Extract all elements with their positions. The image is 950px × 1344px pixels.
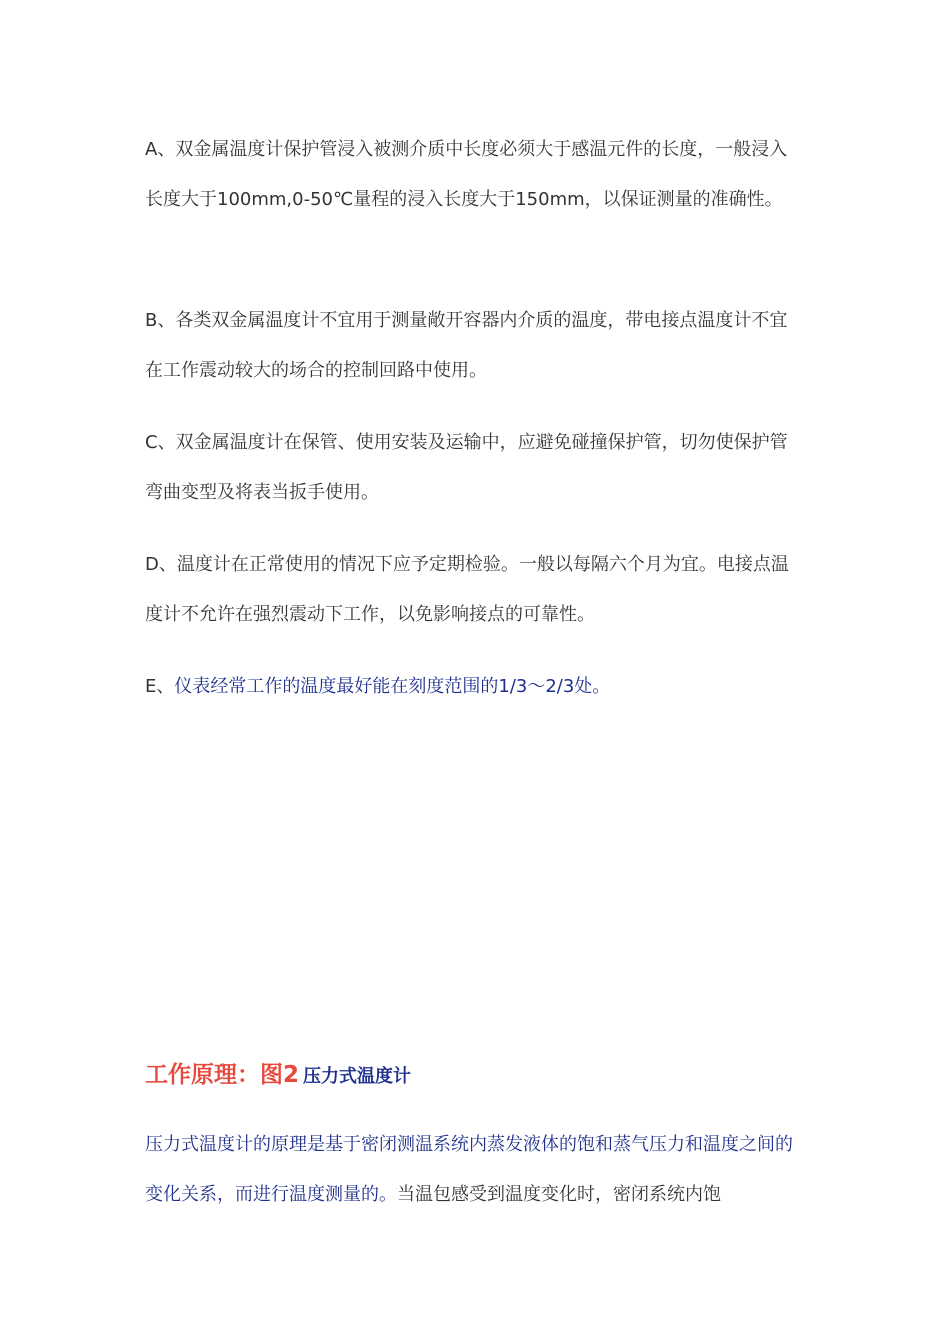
paragraph-e-text: 仪表经常工作的温度最好能在刻度范围的1/3～2/3处。 [174, 676, 611, 697]
paragraph-a: A、双金属温度计保护管浸入被测介质中长度必须大于感温元件的长度，一般浸入长度大于100mm,0-50℃量程的浸入长度大于150mm，以保证测量的准确性。 [145, 139, 788, 210]
section-body [145, 1120, 805, 1220]
paragraph-e [145, 662, 805, 712]
paragraph-c: C、双金属温度计在保管、使用安装及运输中，应避免碰撞保护管，切勿使保护管弯曲变型及将表当扳手使用。 [145, 432, 788, 503]
section-body-blue: 压力式温度计的原理是基于密闭测温系统内蒸发液体的饱和蒸气压力和温度之间的变化关系，而进行温度测量的。 [145, 1134, 793, 1205]
paragraph-e-prefix: E、 [145, 676, 175, 697]
section-heading-main: 工作原理：图2 [145, 1062, 300, 1088]
section-heading [145, 1050, 411, 1101]
section-heading-sub: 压力式温度计 [303, 1066, 412, 1087]
paragraph-d: D、温度计在正常使用的情况下应予定期检验。一般以每隔六个月为宜。电接点温度计不允许在强烈震动下工作，以免影响接点的可靠性。 [145, 554, 789, 625]
paragraph-b: B、各类双金属温度计不宜用于测量敞开容器内介质的温度，带电接点温度计不宜在工作震动较大的场合的控制回路中使用。 [145, 310, 788, 381]
section-body-rest: 当温包感受到温度变化时，密闭系统内饱 [397, 1184, 721, 1205]
